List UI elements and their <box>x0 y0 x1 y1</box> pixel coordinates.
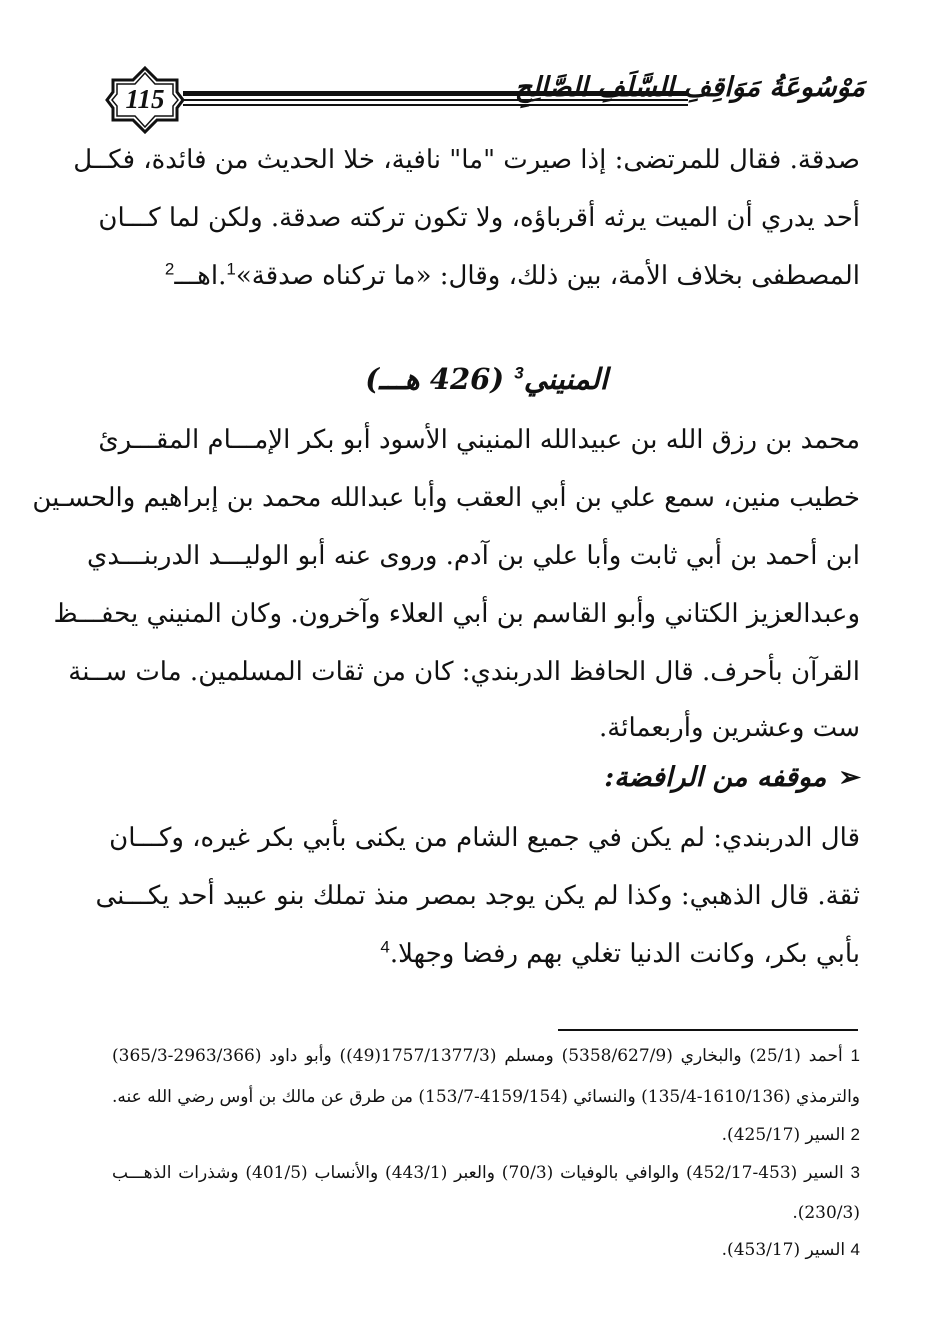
footnote-number: 4 <box>850 1240 860 1259</box>
subheading-text: موقفه من الرافضة: <box>604 762 827 793</box>
paragraph2-line6: ست وعشرين وأربعمائة. <box>599 713 860 743</box>
footnote-line <box>112 1125 860 1145</box>
subheading <box>604 762 861 793</box>
footnote-divider <box>558 1029 858 1031</box>
page-number-badge <box>105 66 185 134</box>
page-number: 115 <box>125 84 165 114</box>
arrow-bullet-icon: ➢ <box>838 762 861 793</box>
footnote-number: 2 <box>850 1125 860 1144</box>
footnote-ref-2: 2 <box>164 259 175 279</box>
footnote-line <box>112 1163 860 1183</box>
series-title: مَوْسُوعَةُ مَوَاقِفِ السَّلَفِ الصَّالِحِ <box>514 72 865 103</box>
paragraph2-line2: خطيب منين، سمع علي بن أبي العقب وأبا عبدالله محمد بن إبراهيم والحسـين <box>32 483 860 513</box>
section-date: (426 هـــ) <box>365 362 505 396</box>
paragraph1-line2: أحد يدري أن الميت يرثه أقرباؤه، ولا تكون تركته صدقة. ولكن لما كـــان <box>98 203 860 233</box>
paragraph2-line3: ابن أحمد بن أبي ثابت وأبا علي بن آدم. وروى عنه أبو الوليـــد الدربنـــدي <box>86 541 860 571</box>
footnote-line <box>112 1203 860 1223</box>
footnote-number: 1 <box>850 1046 860 1065</box>
page-header <box>95 66 865 136</box>
footnote-line <box>112 1087 860 1107</box>
footnote-text: السير (453/17). <box>721 1240 846 1260</box>
paragraph3-line3-text: بأبي بكر، وكانت الدنيا تغلي بهم رفضا وجهلا. <box>389 939 860 969</box>
footnote-text: السير (453-452/17) والوافي بالوفيات (70/3) والعبر (443/1) والأنساب (401/5) وشذرات الذهـــب <box>112 1163 844 1183</box>
section-name: المنيني <box>523 362 608 396</box>
paragraph1-line3 <box>113 261 860 291</box>
footnote-text: السير (425/17). <box>721 1125 846 1145</box>
footnote-ref-4: 4 <box>380 937 390 957</box>
footnote-number: 3 <box>850 1163 861 1182</box>
paragraph2-line1: محمد بن رزق الله بن عبيدالله المنيني الأسود أبو بكر الإمـــام المقـــرئ <box>98 425 860 455</box>
paragraph3-line3 <box>113 939 860 969</box>
paragraph3-line2: ثقة. قال الذهبي: وكذا لم يكن يوجد بمصر منذ تملك بنو عبيد أحد يكـــنى <box>95 881 860 911</box>
footnote-line <box>112 1240 860 1260</box>
footnote-ref-1: 1 <box>226 259 236 279</box>
footnote-text: أحمد (25/1) والبخاري (5358/627/9) ومسلم (1757/1377/3(49)) وأبو داود (2963/366-365/3) <box>112 1046 843 1066</box>
paragraph3-line1: قال الدربندي: لم يكن في جميع الشام من يكنى بأبي بكر غيره، وكـــان <box>109 823 860 853</box>
paragraph1-line3-text: المصطفى بخلاف الأمة، بين ذلك، وقال: «ما تركناه صدقة» <box>235 261 860 291</box>
paragraph2-line5: القرآن بأحرف. قال الحافظ الدربندي: كان من ثقات المسلمين. مات ســنة <box>68 657 860 687</box>
paragraph2-line4: وعبدالعزيز الكتاني وأبو القاسم بن أبي العلاء وآخرون. وكان المنيني يحفـــظ <box>53 599 860 629</box>
section-title <box>113 362 860 396</box>
footnote-line <box>112 1046 860 1066</box>
paragraph1-line3-tail: .اهـــ <box>174 261 227 291</box>
paragraph1-line1: صدقة. فقال للمرتضى: إذا صيرت "ما" نافية، خلا الحديث من فائدة، فكــل <box>73 145 860 175</box>
footnote-text: (230/3). <box>792 1203 860 1223</box>
footnote-ref-3: 3 <box>514 363 524 383</box>
footnote-text: والترمذي (1610/136-135/4) والنسائي (4159/154-153/7) من طرق عن مالك بن أوس رضي الله عنه. <box>112 1087 861 1107</box>
